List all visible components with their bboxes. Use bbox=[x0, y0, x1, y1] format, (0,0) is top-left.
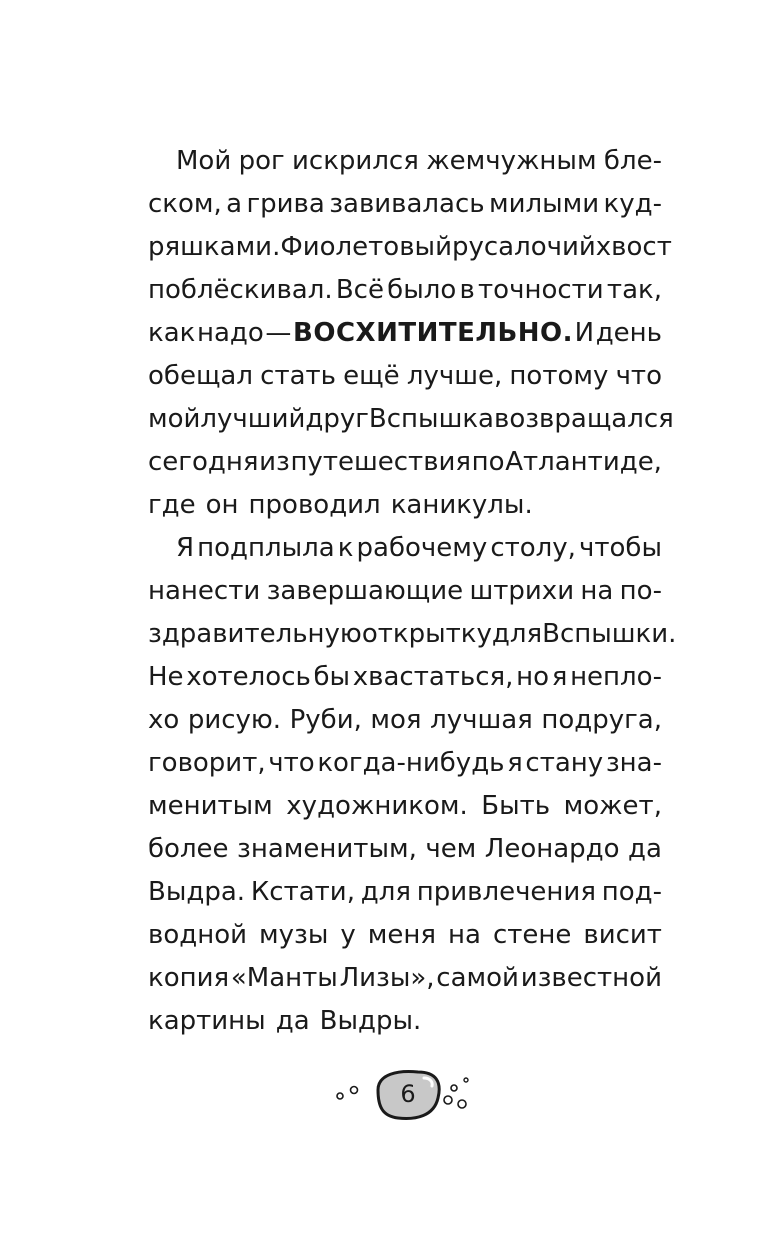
word: известной bbox=[520, 963, 662, 993]
word: стать bbox=[260, 361, 336, 391]
text-line bbox=[148, 355, 662, 398]
word: русалочий bbox=[451, 232, 596, 262]
word: обещал bbox=[148, 361, 253, 391]
word: а bbox=[226, 189, 243, 219]
word: из bbox=[259, 447, 290, 477]
word: каникулы. bbox=[390, 490, 533, 520]
word: я bbox=[551, 662, 568, 692]
word: висит bbox=[583, 920, 662, 950]
word: столу, bbox=[490, 533, 576, 563]
text-line bbox=[148, 613, 677, 656]
word: рог bbox=[238, 146, 285, 176]
text-line bbox=[148, 656, 662, 699]
word: на bbox=[580, 576, 614, 606]
word: Вспышки. bbox=[542, 619, 677, 649]
word: Всё bbox=[335, 275, 384, 305]
word: ском, bbox=[148, 189, 222, 219]
text-line bbox=[148, 226, 672, 269]
word: стану bbox=[525, 748, 604, 778]
word: самой bbox=[436, 963, 519, 993]
word: путешествия bbox=[290, 447, 472, 477]
word: художником. bbox=[286, 791, 468, 821]
text-line bbox=[148, 484, 662, 527]
word: Фиолетовый bbox=[280, 232, 452, 262]
word: лучший bbox=[200, 404, 306, 434]
word: привлечения bbox=[416, 877, 596, 907]
word: говорит, bbox=[148, 748, 266, 778]
word: подплыла bbox=[197, 533, 335, 563]
word: Атлантиде, bbox=[505, 447, 662, 477]
word: поблёскивал. bbox=[148, 275, 333, 305]
word: Выдра. bbox=[148, 877, 246, 907]
word: хо bbox=[148, 705, 180, 735]
word: что bbox=[615, 361, 662, 391]
word: милыми bbox=[488, 189, 600, 219]
word: может, bbox=[563, 791, 662, 821]
page-number: 6 bbox=[400, 1080, 416, 1108]
word: меня bbox=[367, 920, 437, 950]
word: бы bbox=[313, 662, 351, 692]
text-line bbox=[148, 785, 662, 828]
word: как bbox=[148, 318, 196, 348]
word: хотелось bbox=[186, 662, 311, 692]
word: моя bbox=[370, 705, 422, 735]
word: когда-нибудь bbox=[317, 748, 505, 778]
word: знаменитым, bbox=[237, 834, 417, 864]
word: точности bbox=[478, 275, 604, 305]
text-line bbox=[148, 742, 662, 785]
text-line bbox=[148, 914, 662, 957]
body-text bbox=[148, 140, 677, 1043]
word: водной bbox=[148, 920, 248, 950]
page-number-ornament bbox=[320, 1060, 480, 1140]
word: на bbox=[448, 920, 481, 950]
text-line bbox=[148, 699, 662, 742]
word: в bbox=[459, 275, 475, 305]
word: он bbox=[205, 490, 239, 520]
text-line bbox=[148, 828, 662, 871]
word: штрихи bbox=[469, 576, 575, 606]
word: здравительную bbox=[148, 619, 362, 649]
text-line bbox=[148, 957, 662, 1000]
text-line bbox=[148, 1000, 662, 1043]
word: да bbox=[275, 1006, 310, 1036]
word: я bbox=[507, 748, 523, 778]
text-line bbox=[148, 441, 662, 484]
word: по- bbox=[619, 576, 662, 606]
word: стене bbox=[492, 920, 572, 950]
word: Лизы», bbox=[339, 963, 435, 993]
word: Кстати, bbox=[250, 877, 355, 907]
word: хвастаться, bbox=[352, 662, 514, 692]
word: — bbox=[265, 318, 292, 348]
word: Выдры. bbox=[319, 1006, 422, 1036]
word: возвращался bbox=[494, 404, 674, 434]
word: мой bbox=[148, 404, 201, 434]
word: но bbox=[516, 662, 550, 692]
emphasis-word: ВОСХИТИТЕЛЬНО. bbox=[293, 318, 573, 348]
word: непло- bbox=[570, 662, 662, 692]
word: жемчужным bbox=[426, 146, 597, 176]
text-line bbox=[148, 398, 674, 441]
word: музы bbox=[259, 920, 329, 950]
word: проводил bbox=[248, 490, 381, 520]
word: завершающие bbox=[266, 576, 464, 606]
word: где bbox=[148, 490, 196, 520]
word: к bbox=[337, 533, 354, 563]
word: Мой bbox=[176, 146, 232, 176]
word: Леонардо bbox=[484, 834, 620, 864]
word: бле- bbox=[603, 146, 662, 176]
word: у bbox=[340, 920, 356, 950]
word: по bbox=[471, 447, 505, 477]
word: лучше, bbox=[406, 361, 503, 391]
word: куд- bbox=[603, 189, 662, 219]
text-line bbox=[148, 312, 662, 355]
word: нанести bbox=[148, 576, 261, 606]
word: для bbox=[491, 619, 543, 649]
word: искрился bbox=[292, 146, 419, 176]
text-line bbox=[148, 570, 662, 613]
word: друг bbox=[305, 404, 369, 434]
word: И bbox=[574, 318, 595, 348]
word: рабочему bbox=[356, 533, 488, 563]
word: сегодня bbox=[148, 447, 259, 477]
word: грива bbox=[246, 189, 325, 219]
text-line bbox=[148, 269, 662, 312]
word: так, bbox=[606, 275, 662, 305]
word: ещё bbox=[343, 361, 400, 391]
word: Вспышка bbox=[368, 404, 494, 434]
word: менитым bbox=[148, 791, 273, 821]
word: картины bbox=[148, 1006, 266, 1036]
text-line bbox=[148, 871, 662, 914]
word: Быть bbox=[481, 791, 551, 821]
word: зна- bbox=[605, 748, 662, 778]
word: лучшая bbox=[430, 705, 533, 735]
text-line bbox=[148, 140, 662, 183]
word: Руби, bbox=[289, 705, 362, 735]
word: что bbox=[268, 748, 315, 778]
word: Я bbox=[176, 533, 195, 563]
word: завивалась bbox=[329, 189, 485, 219]
word: надо bbox=[196, 318, 264, 348]
word: под- bbox=[601, 877, 662, 907]
text-line bbox=[148, 183, 662, 226]
word: рисую. bbox=[187, 705, 282, 735]
text-line bbox=[148, 527, 662, 570]
word: более bbox=[148, 834, 229, 864]
word: открытку bbox=[361, 619, 492, 649]
word: ряшками. bbox=[148, 232, 281, 262]
word: «Манты bbox=[230, 963, 338, 993]
word: Не bbox=[148, 662, 184, 692]
word: подруга, bbox=[541, 705, 662, 735]
word: день bbox=[595, 318, 662, 348]
word: чем bbox=[425, 834, 477, 864]
word: было bbox=[387, 275, 457, 305]
word: копия bbox=[148, 963, 230, 993]
word: да bbox=[628, 834, 662, 864]
word: хвост bbox=[595, 232, 672, 262]
word: чтобы bbox=[579, 533, 662, 563]
word: потому bbox=[509, 361, 609, 391]
word: для bbox=[360, 877, 411, 907]
